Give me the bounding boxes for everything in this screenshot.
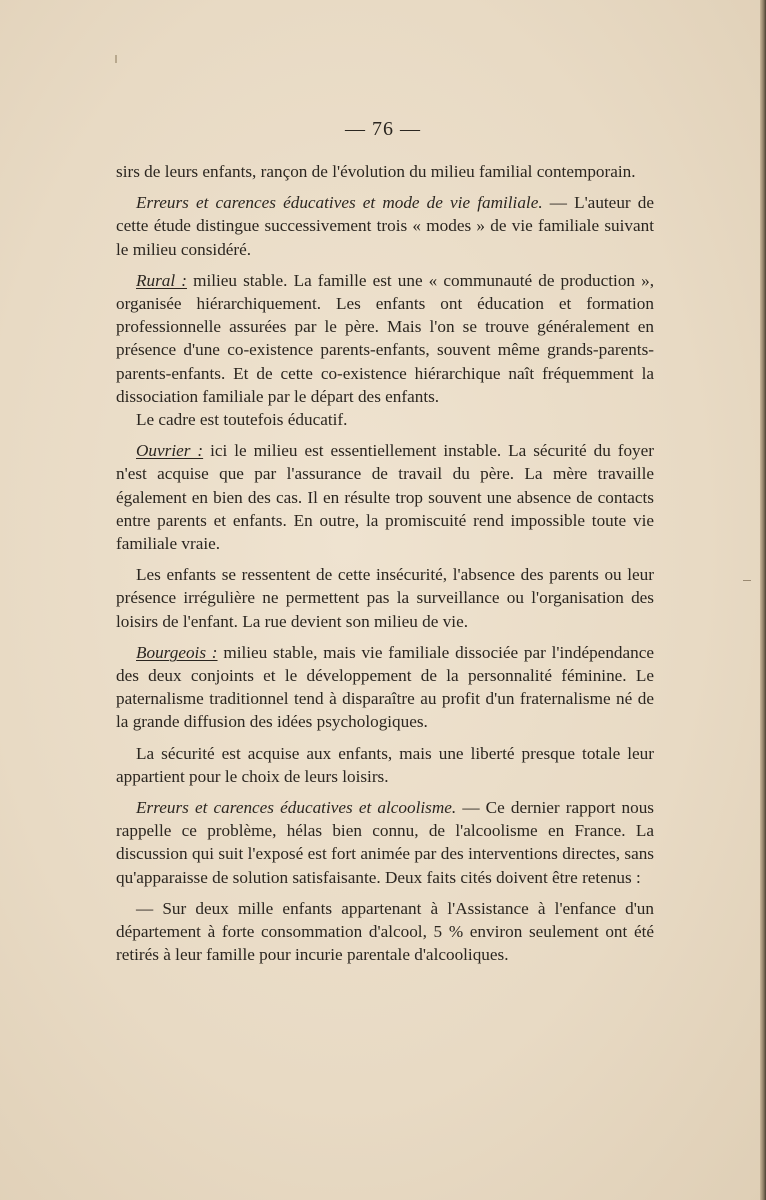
- paragraph-text: milieu stable. La famille est une « communauté de production », organisée hiérarchiquement. Les enfants ont éducation et formation professionnelle assurées par le père. Mais l'on se trouve généralement en présence d'une co-existence parents-enfants, souvent même grands-parents-parents-enfants. Et de cette co-existence hiérarchique naît fréquemment la dissociation familiale par le départ des enfants.: [116, 270, 655, 406]
- section-heading-modes: Erreurs et carences éducatives et mode de vie familiale.: [136, 193, 543, 213]
- paragraph-ouvrier: [116, 439, 654, 555]
- body-text: [116, 160, 654, 967]
- ink-mark: [115, 55, 117, 63]
- paragraph-text: ici le milieu est essentiellement instable. La sécurité du foyer n'est acquise que par l'assurance de travail du père. La mère travaille également en bien des cas. Il en résulte trop souvent une absence de contacts entre parents et enfants. En outre, la promiscuité rend impossible toute vie familiale vraie.: [116, 441, 655, 554]
- paragraph-fait-1: — Sur deux mille enfants appartenant à l'Assistance à l'enfance d'un département à forte consommation d'alcool, 5 % environ seulement ont été retirés à leur famille pour incurie parentale d'alcooliques.: [116, 898, 654, 965]
- section-heading-ouvrier: Ouvrier :: [136, 441, 204, 461]
- paragraph-bourgeois: [116, 641, 654, 734]
- paragraph-cadre: Le cadre est toutefois éducatif.: [136, 410, 348, 430]
- paragraph-securite: La sécurité est acquise aux enfants, mais une liberté presque totale leur appartient pour le choix de leurs loisirs.: [116, 743, 654, 786]
- paragraph-text: milieu stable, mais vie familiale dissociée par l'indépendance des deux conjoints et le développement de la personnalité féminine. Le paternalisme traditionnel tend à disparaître au profit d'un fraternalisme né de la grande diffusion des idées psychologiques.: [116, 642, 654, 732]
- page-edge-shadow: [760, 0, 766, 1200]
- page-number: — 76 —: [345, 118, 421, 140]
- section-heading-alcoolisme: Erreurs et carences éducatives et alcoolisme.: [136, 798, 457, 818]
- paragraph-text: — Ce dernier rapport nous rappelle ce problème, hélas bien connu, de l'alcoolisme en France. La discussion qui suit l'exposé est fort animée par des interventions directes, sans qu'apparaisse de solution satisfaisante. Deux faits cités doivent être retenus :: [116, 798, 654, 887]
- section-heading-bourgeois: Bourgeois :: [136, 642, 218, 662]
- paragraph-rural: [116, 269, 654, 408]
- margin-mark: [743, 580, 751, 581]
- paragraph-alcoolisme: [116, 796, 654, 889]
- section-heading-rural: Rural :: [136, 270, 187, 290]
- paragraph-enfants: Les enfants se ressentent de cette insécurité, l'absence des parents ou leur présence irrégulière ne permettent pas la surveillance ou l'organisation des loisirs de l'enfant. La rue devient son milieu de vie.: [116, 565, 654, 631]
- paragraph-continuation: sirs de leurs enfants, rançon de l'évolution du milieu familial contemporain.: [116, 162, 636, 181]
- paragraph-text: — L'auteur de cette étude distingue successivement trois « modes » de vie familiale suivant le milieu considéré.: [116, 193, 654, 259]
- paragraph-modes: [116, 191, 654, 261]
